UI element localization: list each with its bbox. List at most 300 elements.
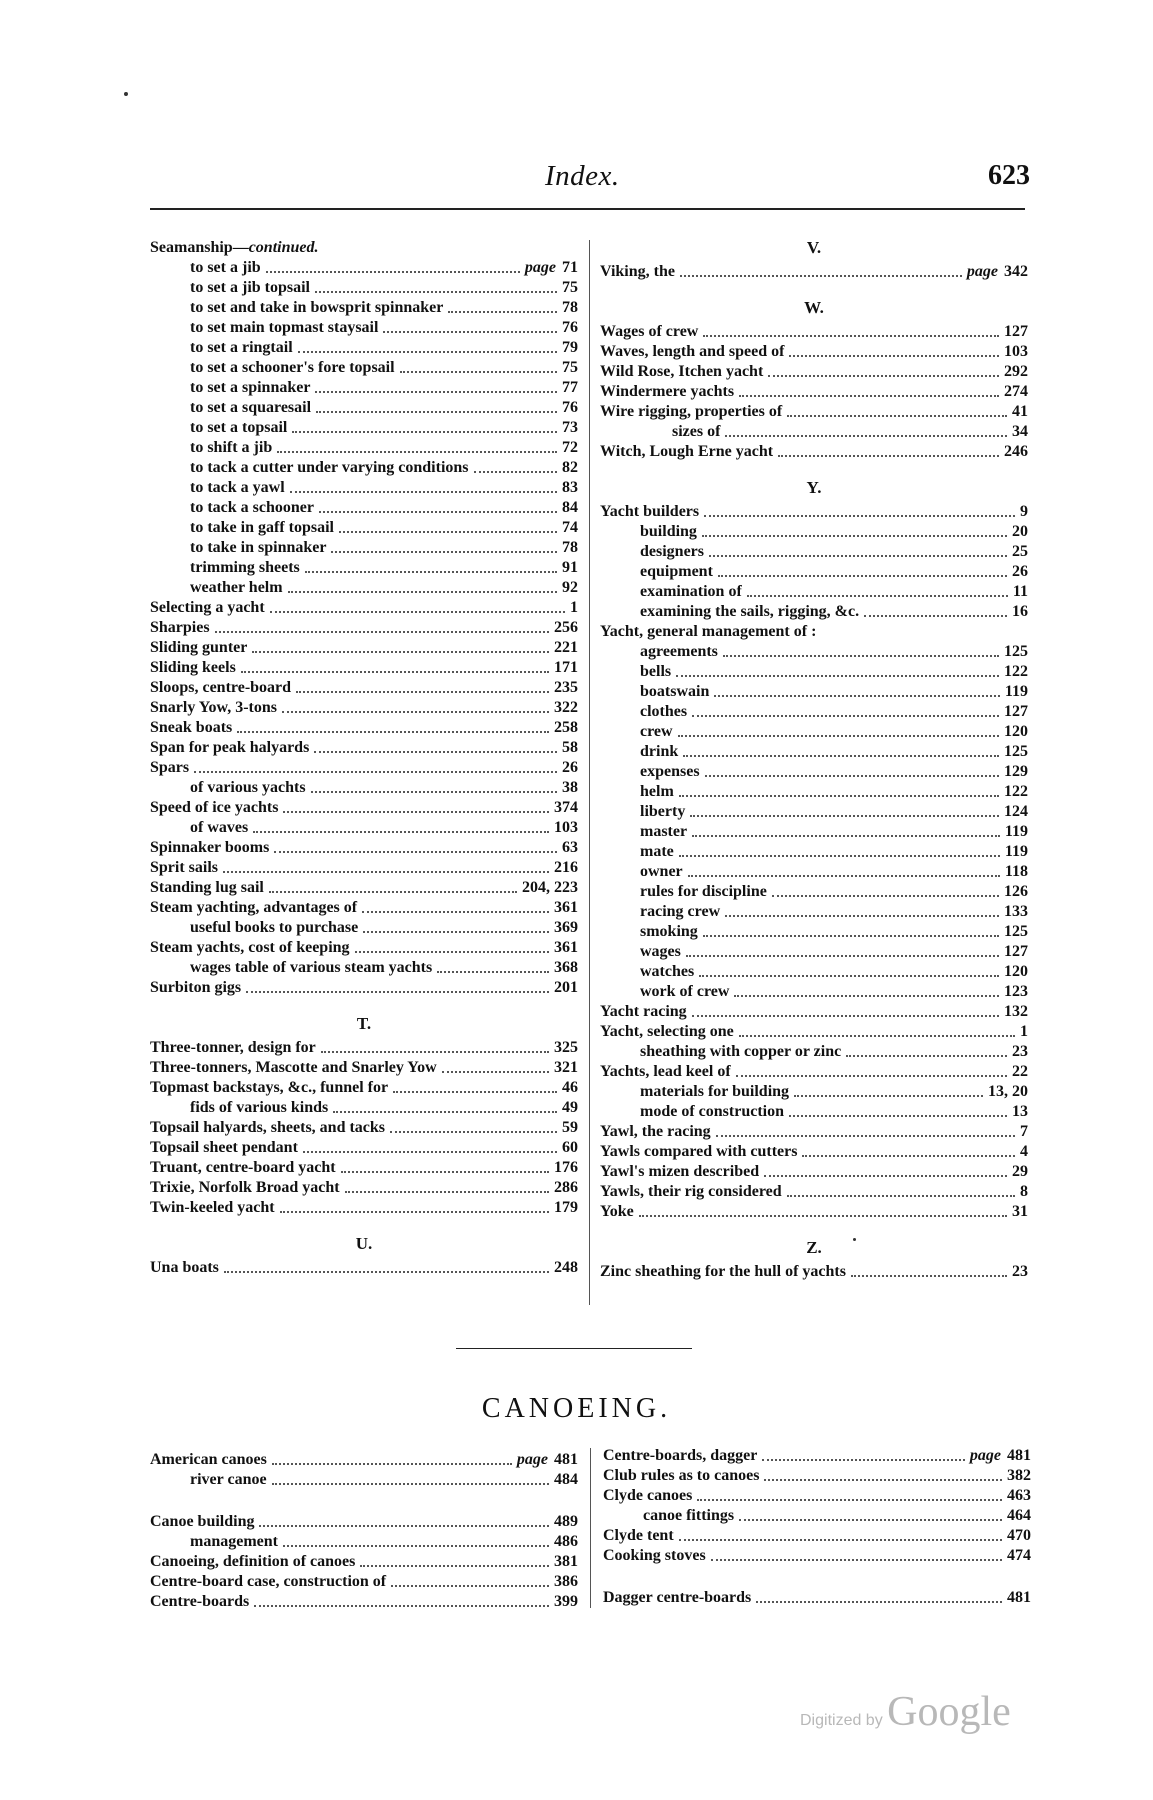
- dot-leader: [851, 1275, 1007, 1277]
- index-entry: [150, 1178, 578, 1198]
- index-entry: [600, 422, 1028, 442]
- index-entry: [150, 1450, 578, 1470]
- dot-leader: [274, 851, 557, 853]
- dot-leader: [692, 835, 1000, 837]
- page-ref: 126: [1004, 883, 1028, 900]
- entry-text: Witch, Lough Erne yacht: [600, 443, 774, 460]
- page-ref: 361: [554, 939, 578, 956]
- entry-text: Selecting a yacht: [150, 599, 265, 616]
- index-entry: [150, 818, 578, 838]
- entry-text: Sloops, centre-board: [150, 679, 292, 696]
- page-ref: 71: [562, 259, 578, 276]
- entry-text: useful books to purchase: [190, 919, 359, 936]
- dot-leader: [269, 891, 517, 893]
- page-ref: 84: [562, 499, 578, 516]
- page-word: page: [516, 1451, 548, 1468]
- index-entry: [150, 838, 578, 858]
- dot-leader: [704, 515, 1015, 517]
- index-entry: [600, 362, 1028, 382]
- index-entry: [150, 1572, 578, 1592]
- dot-leader: [321, 1051, 549, 1053]
- dot-leader: [315, 391, 557, 393]
- page-ref: 4: [1020, 1143, 1028, 1160]
- page-ref: 119: [1004, 683, 1028, 700]
- entry-text: Yawl, the racing: [600, 1123, 711, 1140]
- entry-text: Spinnaker booms: [150, 839, 270, 856]
- index-entry: [603, 1466, 1031, 1486]
- page-ref: 486: [554, 1533, 578, 1550]
- index-entry: [600, 962, 1028, 982]
- dot-leader: [305, 571, 557, 573]
- dot-leader: [789, 1115, 1007, 1117]
- dot-leader: [639, 1215, 1007, 1217]
- entry-text: wages: [640, 943, 681, 960]
- page-ref: 386: [554, 1573, 578, 1590]
- entry-text: Centre-board case, construction of: [150, 1573, 387, 1590]
- entry-text: river canoe: [190, 1471, 267, 1488]
- page-ref: 75: [562, 279, 578, 296]
- dot-leader: [280, 1211, 549, 1213]
- dot-leader: [266, 271, 520, 273]
- dot-leader: [778, 455, 999, 457]
- page-ref: 129: [1004, 763, 1028, 780]
- index-entry: [150, 1058, 578, 1078]
- index-entry: [150, 338, 578, 358]
- blank-line: [150, 1490, 578, 1512]
- page-ref: 374: [554, 799, 578, 816]
- page-ref: 171: [554, 659, 578, 676]
- entry-text: watches: [640, 963, 695, 980]
- page-ref: 20: [1012, 523, 1028, 540]
- index-entry: [603, 1526, 1031, 1546]
- index-entry: [150, 1098, 578, 1118]
- page-ref: 92: [562, 579, 578, 596]
- blank-line: [603, 1566, 1031, 1588]
- index-entry: [150, 318, 578, 338]
- dot-leader: [393, 1091, 557, 1093]
- entry-text: to set a ringtail: [190, 339, 293, 356]
- entry-continued: continued.: [248, 239, 319, 256]
- index-entry: [603, 1486, 1031, 1506]
- entry-text: sheathing with copper or zinc: [640, 1043, 842, 1060]
- dot-leader: [362, 911, 549, 913]
- dot-leader: [692, 1015, 999, 1017]
- page-ref: 248: [554, 1259, 578, 1276]
- page-ref: 13: [1012, 1103, 1028, 1120]
- dot-leader: [331, 551, 557, 553]
- index-entry: [600, 662, 1028, 682]
- dot-leader: [764, 1175, 1007, 1177]
- dot-leader: [789, 355, 999, 357]
- index-entry: [150, 878, 578, 898]
- dot-leader: [237, 731, 549, 733]
- page-number: 623: [988, 160, 1030, 191]
- letter-heading: U.: [355, 1234, 373, 1253]
- page-ref: 11: [1012, 583, 1028, 600]
- entry-text: mate: [640, 843, 674, 860]
- dot-leader: [448, 311, 557, 313]
- entry-text: Club rules as to canoes: [603, 1467, 760, 1484]
- index-entry: [150, 1532, 578, 1552]
- dot-leader: [339, 531, 557, 533]
- page-ref: 204, 223: [522, 879, 578, 896]
- index-entry: [600, 1102, 1028, 1122]
- letter-heading: W.: [804, 298, 824, 317]
- index-entry: [600, 722, 1028, 742]
- page-ref: 58: [562, 739, 578, 756]
- page-ref: 76: [562, 399, 578, 416]
- index-entry: [150, 1118, 578, 1138]
- entry-text: Trixie, Norfolk Broad yacht: [150, 1179, 340, 1196]
- entry-text: wages table of various steam yachts: [190, 959, 433, 976]
- entry-text: Wages of crew: [600, 323, 699, 340]
- page-ref: 325: [554, 1039, 578, 1056]
- entry-text: Twin-keeled yacht: [150, 1199, 275, 1216]
- canoeing-column-left: [150, 1450, 578, 1612]
- page-ref: 22: [1012, 1063, 1028, 1080]
- page-ref: 73: [562, 419, 578, 436]
- entry-text: designers: [640, 543, 704, 560]
- entry-text: sizes of: [672, 423, 721, 440]
- page-ref: 72: [562, 439, 578, 456]
- index-entry: [150, 918, 578, 938]
- page-ref: 463: [1007, 1487, 1031, 1504]
- page-ref: 79: [562, 339, 578, 356]
- index-entry: [600, 322, 1028, 342]
- entry-text: Sneak boats: [150, 719, 233, 736]
- page-ref: 7: [1020, 1123, 1028, 1140]
- dot-leader: [223, 871, 549, 873]
- page-ref: 127: [1004, 323, 1028, 340]
- dot-leader: [692, 715, 999, 717]
- index-entry: [600, 1002, 1028, 1022]
- index-entry: [150, 1470, 578, 1490]
- page-ref: 23: [1012, 1263, 1028, 1280]
- index-entry: [150, 458, 578, 478]
- entry-text: of waves: [190, 819, 249, 836]
- entry-text: Clyde tent: [603, 1527, 674, 1544]
- index-entry: [600, 542, 1028, 562]
- index-entry: [150, 1158, 578, 1178]
- page-ref: 125: [1004, 923, 1028, 940]
- index-entry: [603, 1446, 1031, 1466]
- index-entry: [150, 678, 578, 698]
- page-ref: 41: [1012, 403, 1028, 420]
- index-entry: [150, 278, 578, 298]
- index-entry: [150, 938, 578, 958]
- page-ref: 76: [562, 319, 578, 336]
- entry-text: Span for peak halyards: [150, 739, 310, 756]
- header-rule: [150, 208, 1025, 210]
- page-ref: 119: [1004, 823, 1028, 840]
- index-entry: [600, 742, 1028, 762]
- entry-text: Topsail halyards, sheets, and tacks: [150, 1119, 386, 1136]
- index-entry: [600, 702, 1028, 722]
- dot-leader: [705, 775, 999, 777]
- page-ref: 83: [562, 479, 578, 496]
- entry-text: Dagger centre-boards: [603, 1589, 752, 1606]
- index-entry: [150, 358, 578, 378]
- dot-leader: [315, 291, 557, 293]
- letter-heading: Y.: [806, 478, 822, 497]
- index-entry: [603, 1546, 1031, 1566]
- entry-text: work of crew: [640, 983, 730, 1000]
- index-entry: [600, 1122, 1028, 1142]
- page-ref: 59: [562, 1119, 578, 1136]
- index-entry: [600, 1042, 1028, 1062]
- index-entry: [150, 618, 578, 638]
- entry-text: canoe fittings: [643, 1507, 735, 1524]
- page-ref: 78: [562, 539, 578, 556]
- entry-text: Yacht racing: [600, 1003, 687, 1020]
- index-entry: [150, 598, 578, 618]
- page-ref: 176: [554, 1159, 578, 1176]
- page-ref: 286: [554, 1179, 578, 1196]
- index-entry: [150, 518, 578, 538]
- entry-text: Steam yachts, cost of keeping: [150, 939, 350, 956]
- index-entry: [150, 298, 578, 318]
- dot-leader: [768, 375, 999, 377]
- index-entry: [150, 638, 578, 658]
- dot-leader: [345, 1191, 549, 1193]
- index-entry: [150, 258, 578, 278]
- dot-leader: [283, 811, 549, 813]
- index-entry: [600, 822, 1028, 842]
- dot-leader: [314, 751, 557, 753]
- page-ref: 369: [554, 919, 578, 936]
- section-rule: [456, 1348, 692, 1349]
- dot-leader: [246, 991, 549, 993]
- dot-leader: [360, 1565, 549, 1567]
- entry-text: Sharpies: [150, 619, 210, 636]
- ink-speck: [124, 92, 128, 96]
- dot-leader: [846, 1055, 1007, 1057]
- dot-leader: [390, 1131, 557, 1133]
- page-ref: 29: [1012, 1163, 1028, 1180]
- running-title: Index.: [545, 160, 620, 192]
- index-entry: [600, 1142, 1028, 1162]
- index-entry: [150, 438, 578, 458]
- dot-leader: [747, 595, 1008, 597]
- dot-leader: [709, 555, 1007, 557]
- page-ref: 474: [1007, 1547, 1031, 1564]
- dot-leader: [725, 915, 999, 917]
- page-ref: 399: [554, 1593, 578, 1610]
- entry-text: liberty: [640, 803, 686, 820]
- entry-text: Standing lug sail: [150, 879, 264, 896]
- page-ref: 91: [562, 559, 578, 576]
- page-ref: 8: [1020, 1183, 1028, 1200]
- page-ref: 82: [562, 459, 578, 476]
- dot-leader: [224, 1271, 549, 1273]
- index-entry: [600, 842, 1028, 862]
- index-entry: [150, 558, 578, 578]
- dot-leader: [319, 511, 557, 513]
- index-entry: [150, 1078, 578, 1098]
- entry-text: mode of construction: [640, 1103, 784, 1120]
- dot-leader: [739, 395, 999, 397]
- entry-text: Yacht builders: [600, 503, 700, 520]
- page-ref: 484: [554, 1471, 578, 1488]
- entry-text: to tack a schooner: [190, 499, 314, 516]
- page-ref: 256: [554, 619, 578, 636]
- index-entry: [150, 398, 578, 418]
- dot-leader: [756, 1601, 1002, 1603]
- dot-leader: [283, 1545, 549, 1547]
- page-ref: 31: [1012, 1203, 1028, 1220]
- dot-leader: [723, 655, 999, 657]
- page-ref: 470: [1007, 1527, 1031, 1544]
- index-entry: [600, 982, 1028, 1002]
- index-entry: [600, 682, 1028, 702]
- entry-text: to tack a cutter under varying conditions: [190, 459, 469, 476]
- dot-leader: [762, 1459, 965, 1461]
- entry-text: agreements: [640, 643, 718, 660]
- page-ref: 481: [1007, 1589, 1031, 1606]
- page-ref: 119: [1004, 843, 1028, 860]
- page-word: page: [966, 263, 998, 280]
- dot-leader: [277, 451, 557, 453]
- entry-text: to set a jib: [190, 259, 261, 276]
- dot-leader: [686, 955, 999, 957]
- entry-text: smoking: [640, 923, 698, 940]
- index-entry: [600, 902, 1028, 922]
- dot-leader: [736, 1075, 1007, 1077]
- entry-text: to take in gaff topsail: [190, 519, 334, 536]
- column-divider: [589, 240, 590, 1305]
- entry-text: to set a schooner's fore topsail: [190, 359, 395, 376]
- dot-leader: [864, 615, 1007, 617]
- index-entry: [600, 1062, 1028, 1082]
- dot-leader: [764, 1479, 1002, 1481]
- entry-text: to set main topmast staysail: [190, 319, 379, 336]
- index-entry: [600, 882, 1028, 902]
- entry-text: Steam yachting, advantages of: [150, 899, 358, 916]
- entry-text: clothes: [640, 703, 688, 720]
- index-entry: [600, 1162, 1028, 1182]
- page-ref: 132: [1004, 1003, 1028, 1020]
- dot-leader: [679, 1539, 1002, 1541]
- entry-text: Yawl's mizen described: [600, 1163, 760, 1180]
- index-entry: [150, 658, 578, 678]
- dot-leader: [718, 575, 1007, 577]
- letter-heading: V.: [806, 238, 822, 257]
- index-entry: [600, 1262, 1028, 1282]
- page-ref: 120: [1004, 963, 1028, 980]
- entry-text: bells: [640, 663, 672, 680]
- entry-text: Surbiton gigs: [150, 979, 242, 996]
- page-ref: 481: [1007, 1447, 1031, 1464]
- index-entry: [600, 442, 1028, 462]
- index-entry: [600, 1082, 1028, 1102]
- dot-leader: [679, 855, 1000, 857]
- entry-text: Wire rigging, properties of: [600, 403, 783, 420]
- page-word: page: [524, 259, 556, 276]
- index-column-right: [600, 234, 1028, 1282]
- dot-leader: [703, 335, 999, 337]
- dot-leader: [688, 875, 1000, 877]
- entry-text: Cooking stoves: [603, 1547, 706, 1564]
- index-entry: [600, 262, 1028, 282]
- index-entry: [150, 238, 578, 258]
- index-entry: [150, 1038, 578, 1058]
- dot-leader: [355, 951, 549, 953]
- dot-leader: [442, 1071, 549, 1073]
- page-ref: 221: [554, 639, 578, 656]
- dot-leader: [787, 415, 1007, 417]
- entry-text: Three-tonner, design for: [150, 1039, 316, 1056]
- entry-text: to set a spinnaker: [190, 379, 311, 396]
- entry-text: weather helm: [190, 579, 283, 596]
- index-entry: [150, 1552, 578, 1572]
- page-ref: 125: [1004, 643, 1028, 660]
- index-entry: [603, 1506, 1031, 1526]
- page-ref: 201: [554, 979, 578, 996]
- entry-text: trimming sheets: [190, 559, 300, 576]
- dot-leader: [341, 1171, 549, 1173]
- section-title: CANOEING.: [481, 1393, 672, 1424]
- entry-text: to tack a yawl: [190, 479, 285, 496]
- page-ref: 23: [1012, 1043, 1028, 1060]
- index-column-left: [150, 238, 578, 1278]
- page-ref: 26: [1012, 563, 1028, 580]
- canoeing-column-divider: [590, 1448, 591, 1608]
- entry-text: Waves, length and speed of: [600, 343, 785, 360]
- dot-leader: [690, 815, 999, 817]
- page-ref: 78: [562, 299, 578, 316]
- dot-leader: [272, 1463, 512, 1465]
- index-entry: [150, 718, 578, 738]
- entry-text: drink: [640, 743, 679, 760]
- index-entry: [600, 1202, 1028, 1222]
- page-ref: 46: [562, 1079, 578, 1096]
- entry-text: Yawls compared with cutters: [600, 1143, 798, 1160]
- dot-leader: [703, 935, 999, 937]
- page-ref: 38: [562, 779, 578, 796]
- page-ref: 9: [1020, 503, 1028, 520]
- page-ref: 274: [1004, 383, 1028, 400]
- dot-leader: [270, 611, 565, 613]
- index-entry: [600, 862, 1028, 882]
- dot-leader: [734, 995, 999, 997]
- page-ref: 77: [562, 379, 578, 396]
- page-ref: 120: [1004, 723, 1028, 740]
- dot-leader: [391, 1585, 549, 1587]
- entry-text: Truant, centre-board yacht: [150, 1159, 336, 1176]
- index-entry: [600, 602, 1028, 622]
- dot-leader: [272, 1483, 549, 1485]
- entry-text: Wild Rose, Itchen yacht: [600, 363, 764, 380]
- index-entry: [600, 382, 1028, 402]
- index-entry: [150, 958, 578, 978]
- dot-leader: [802, 1155, 1015, 1157]
- canoeing-column-right: [603, 1446, 1031, 1608]
- dot-leader: [303, 1151, 557, 1153]
- entry-text: Topsail sheet pendant: [150, 1139, 298, 1156]
- entry-text: helm: [640, 783, 674, 800]
- page-ref: 74: [562, 519, 578, 536]
- dot-leader: [739, 1035, 1015, 1037]
- entry-text: Yacht, selecting one: [600, 1023, 734, 1040]
- entry-text: Sliding keels: [150, 659, 236, 676]
- dot-leader: [699, 975, 999, 977]
- dot-leader: [194, 771, 557, 773]
- index-entry: [600, 922, 1028, 942]
- page-ref: 63: [562, 839, 578, 856]
- entry-text: to take in spinnaker: [190, 539, 327, 556]
- ink-speck: [853, 1238, 856, 1241]
- page-ref: 292: [1004, 363, 1028, 380]
